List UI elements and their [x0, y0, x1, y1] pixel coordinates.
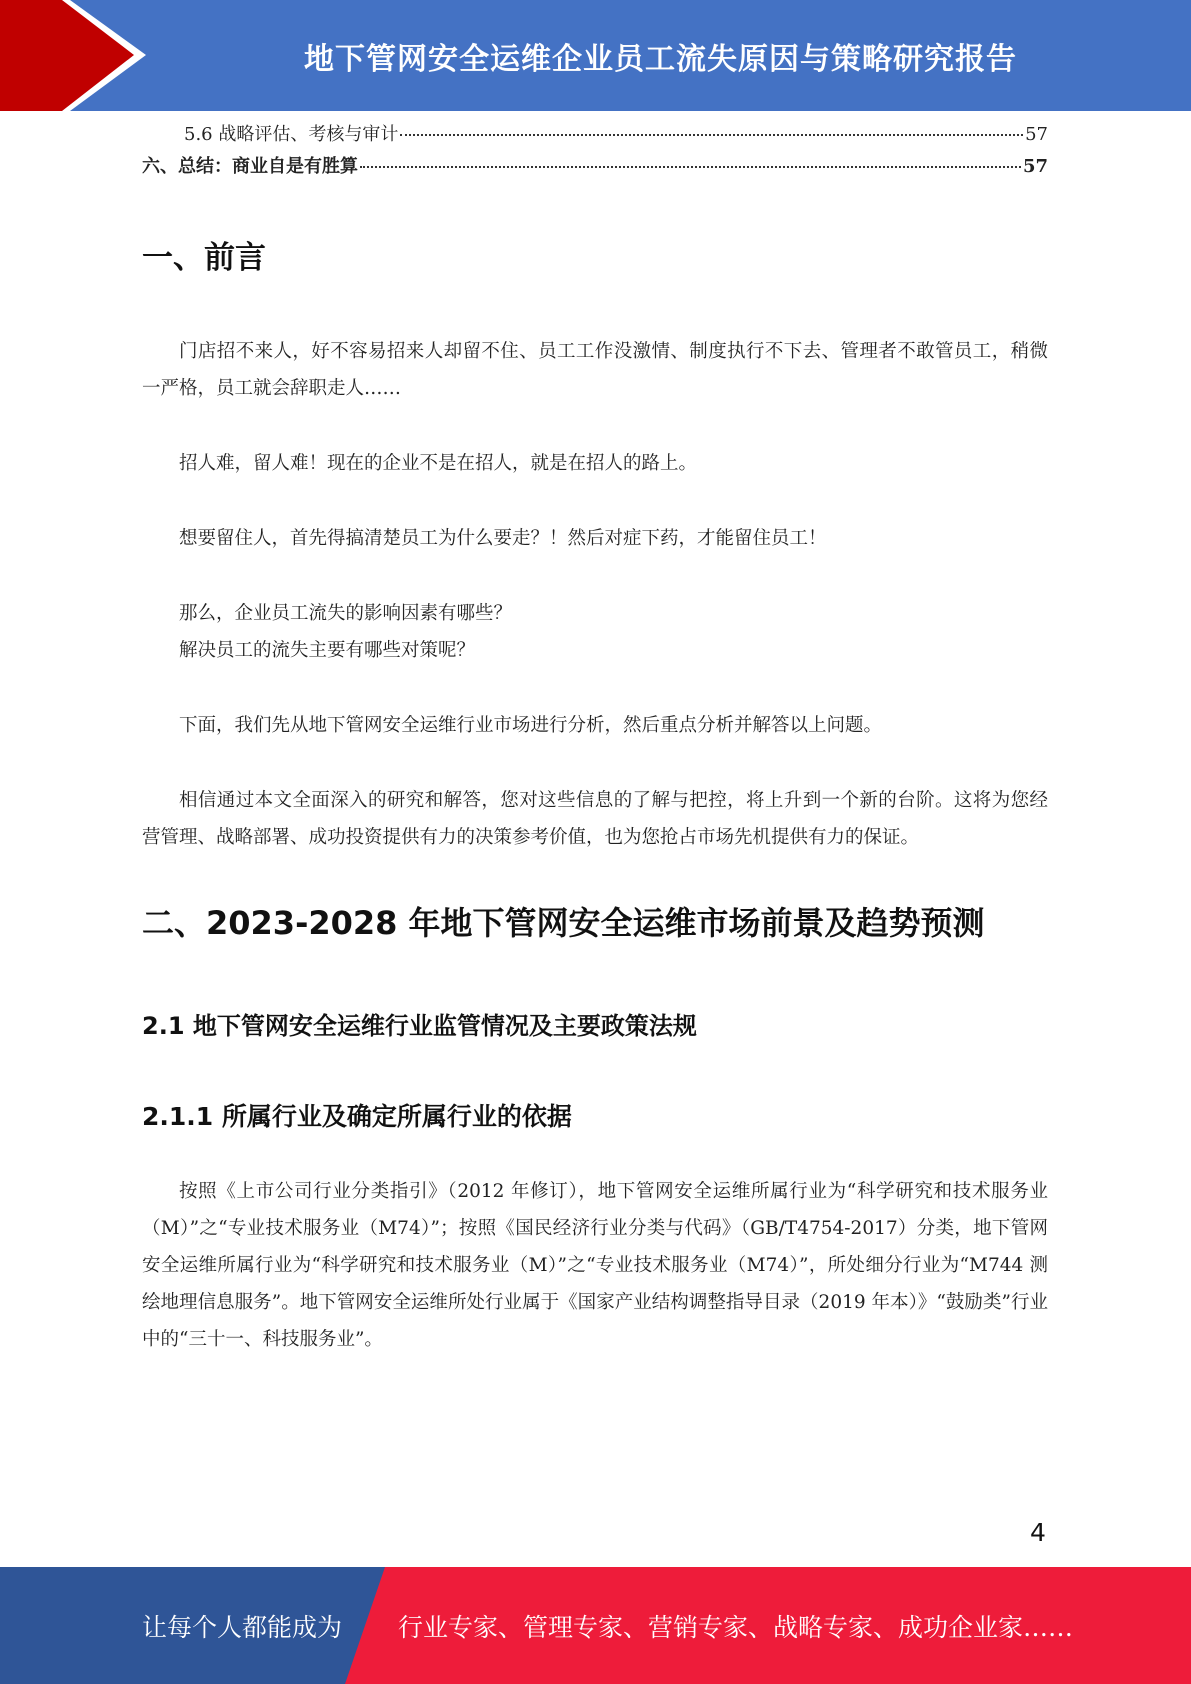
- toc-entry-page: 57: [1022, 156, 1048, 177]
- document-body: [142, 120, 1048, 1358]
- paragraph: 那么，企业员工流失的影响因素有哪些？: [179, 603, 513, 624]
- sub-subsection-heading: 2.1.1 所属行业及确定所属行业的依据: [142, 1102, 572, 1131]
- paragraph: 门店招不来人，好不容易招来人却留不住、员工工作没激情、制度执行不下去、管理者不敢管员工，稍微一严格，员工就会辞职走人……: [142, 341, 1048, 399]
- section-heading-intro: 一、前言: [142, 240, 266, 276]
- paragraph: 按照《上市公司行业分类指引》（2012 年修订），地下管网安全运维所属行业为“科学研究和技术服务业（M）”之“专业技术服务业（M74）”；按照《国民经济行业分类与代码》（GB/T4754-2017）分类，地下管网安全运维所属行业为“科学研究和技术服务业（M）”之“专业技术服务业（M74）”，所处细分行业为“M744 测绘地理信息服务”。地下管网安全运维所处行业属于《国家产业结构调整指导目录（2019 年本）》“鼓励类”行业中的“三十一、科技服务业”。: [142, 1181, 1048, 1350]
- header-arrow-shape: [0, 0, 160, 111]
- toc-entry[interactable]: [142, 120, 1048, 152]
- toc-entry[interactable]: [142, 152, 1048, 184]
- section-heading-market: 二、2023-2028 年地下管网安全运维市场前景及趋势预测: [142, 904, 985, 942]
- toc-entry-title: 六、总结：商业自是有胜算: [142, 156, 358, 177]
- subsection-heading: 2.1 地下管网安全运维行业监管情况及主要政策法规: [142, 1012, 697, 1040]
- paragraph: 想要留住人，首先得搞清楚员工为什么要走？！然后对症下药，才能留住员工！: [179, 528, 827, 549]
- toc-leader-dots: [360, 166, 1021, 168]
- report-title: 地下管网安全运维企业员工流失原因与策略研究报告: [304, 41, 1017, 77]
- paragraph: 招人难，留人难！现在的企业不是在招人，就是在招人的路上。: [179, 453, 698, 474]
- page-header: [0, 0, 1191, 111]
- paragraph: 相信通过本文全面深入的研究和解答，您对这些信息的了解与把控，将上升到一个新的台阶。这将为您经营管理、战略部署、成功投资提供有力的决策参考价值，也为您抢占市场先机提供有力的保证。: [142, 790, 1048, 848]
- toc-entry-title: 5.6 战略评估、考核与审计: [184, 124, 399, 145]
- toc-entry-page: 57: [1025, 124, 1048, 145]
- page-footer: [0, 1567, 1191, 1684]
- footer-slogan-right: 行业专家、管理专家、营销专家、战略专家、成功企业家……: [398, 1612, 1074, 1642]
- page-number: 4: [1030, 1518, 1046, 1547]
- toc-leader-dots: [400, 134, 1023, 136]
- paragraph: 解决员工的流失主要有哪些对策呢？: [179, 640, 476, 661]
- table-of-contents: [142, 120, 1048, 184]
- paragraph: 下面，我们先从地下管网安全运维行业市场进行分析，然后重点分析并解答以上问题。: [179, 715, 883, 736]
- footer-slogan-left: 让每个人都能成为: [142, 1612, 343, 1642]
